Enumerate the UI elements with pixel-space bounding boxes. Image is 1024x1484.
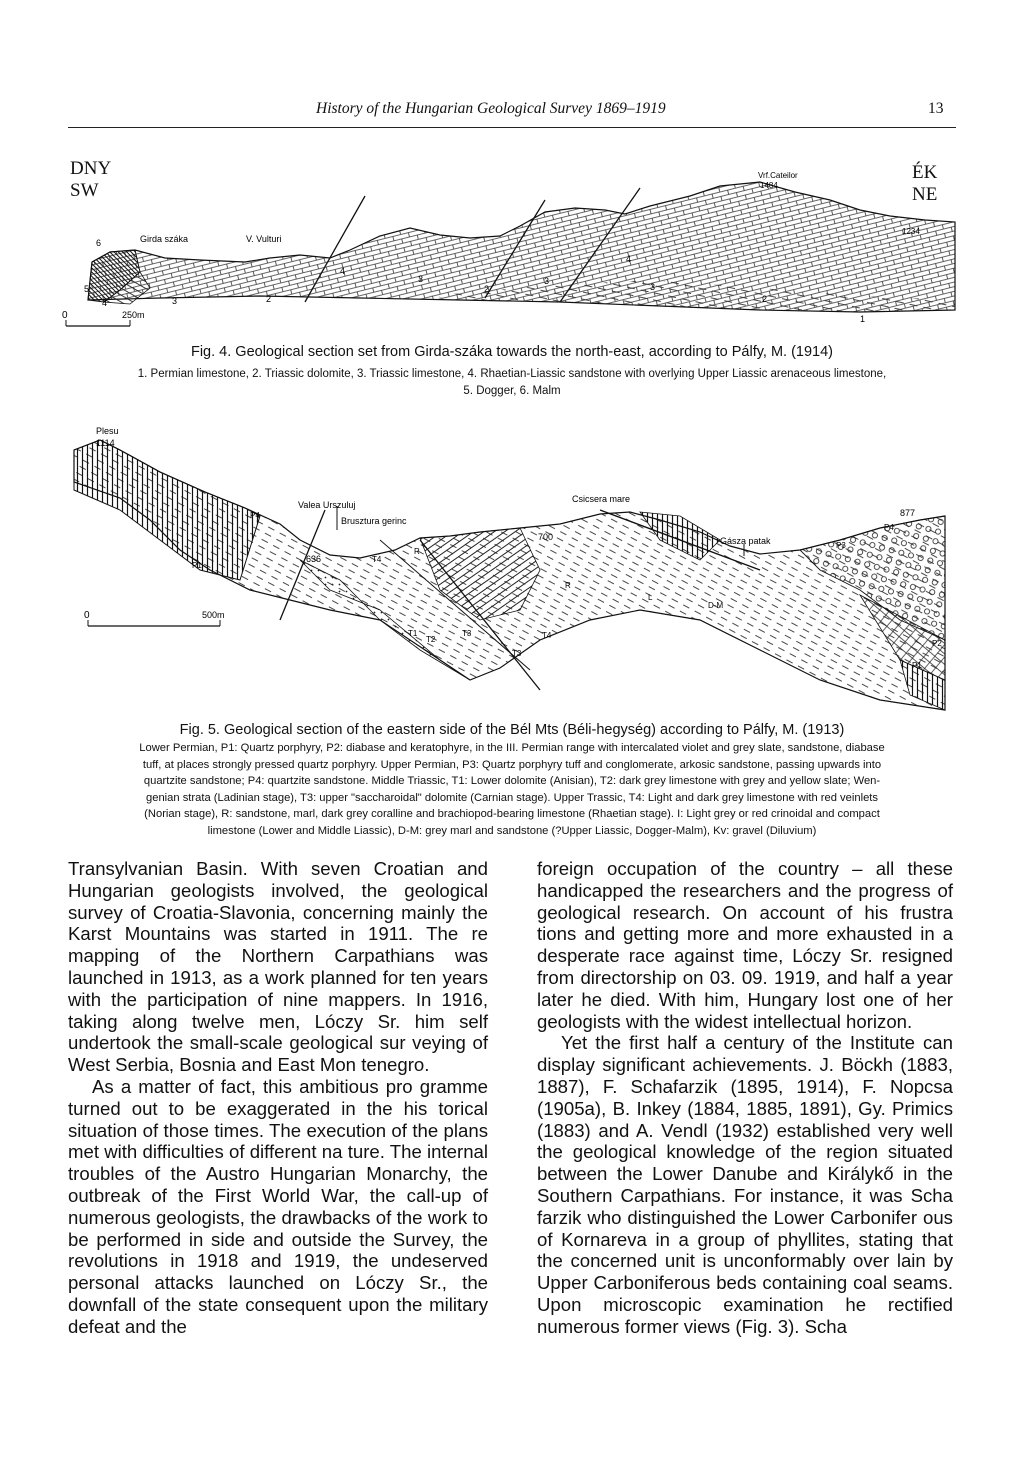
fig4-elev-vrf: 1484 bbox=[760, 181, 778, 190]
fig5-scale-dist: 500m bbox=[202, 610, 225, 620]
text-line: self undertook the small-scale geological sur bbox=[68, 1010, 489, 1054]
text-line: tions and getting more and more exhausted in a bbox=[537, 923, 953, 945]
fig4-unit-num: 3 bbox=[418, 274, 424, 284]
text-line: consequent upon the military defeat and the bbox=[68, 1293, 488, 1337]
fig4-unit-num: 2 bbox=[762, 294, 768, 304]
fig4-unit-num: 2 bbox=[266, 294, 272, 304]
fig5-unit-label: T3 bbox=[512, 649, 522, 658]
fig5-unit-label: T2 bbox=[426, 635, 436, 644]
fig4-unit-num: 5 bbox=[84, 284, 90, 294]
fig4-elev-right: 1234 bbox=[902, 227, 920, 236]
text-line: rectified numerous former views (Fig. 3). Scha bbox=[537, 1293, 953, 1337]
text-line: Transylvanian Basin. With seven Croatian and bbox=[68, 858, 488, 879]
fig5-legend bbox=[66, 740, 958, 840]
text-line: from directorship on 03. 09. 1919, and half a bbox=[537, 966, 917, 988]
fig5-elev-636: 636 bbox=[306, 554, 322, 564]
text-line: years with the participation of nine mappers. In bbox=[68, 966, 488, 1010]
fig5-label-csicsera: Csicsera mare bbox=[572, 494, 631, 504]
paragraph bbox=[68, 858, 488, 1076]
text-line: that the concerned unit is unconformably over bbox=[537, 1228, 953, 1272]
text-line: As a matter of fact, this ambitious pro bbox=[92, 1075, 413, 1097]
text-line: mapping of the Northern Carpathians was bbox=[68, 945, 488, 967]
fig5-unit-label: T1 bbox=[408, 629, 418, 638]
running-title: History of the Hungarian Geological Survey 1869–1919 bbox=[316, 100, 666, 117]
text-line: 1918 and 1919, the undeserved personal attacks bbox=[68, 1250, 488, 1294]
text-line: (1905a), B. Inkey (1884, 1885, 1891), Gy. Primics bbox=[537, 1097, 953, 1119]
fig5-legend-line: quartzite sandstone; P4: quartzite sandstone. Middle Triassic, T1: Lower dolomite (Anisian), T2: dark grey limestone with grey and yellow slate; Wen- bbox=[143, 775, 881, 788]
text-line: desperate race against time, Lóczy Sr. resigned bbox=[537, 945, 953, 967]
paragraph bbox=[537, 858, 953, 1032]
fig5-unit-label: T3 bbox=[462, 629, 472, 638]
fig5-legend-line: (Norian stage), R: sandstone, marl, dark grey coralline and brachiopod-bearing limestone (Rhaetian stage). I: Light grey or red crinoidal and compact bbox=[144, 808, 880, 821]
fig5-unit-label: P4 bbox=[250, 511, 260, 520]
fig5-unit-label: T4 bbox=[542, 631, 552, 640]
fig4-unit-num: 3 bbox=[172, 296, 178, 306]
fig4-unit-num: 1 bbox=[860, 314, 866, 324]
fig5-unit-label: D-M bbox=[708, 601, 724, 610]
text-line: veying of West Serbia, Bosnia and East Mon bbox=[68, 1032, 489, 1076]
text-line: side and outside the Survey, the revolutions in bbox=[68, 1228, 488, 1272]
text-line: horizon. bbox=[846, 1010, 913, 1032]
fig4-dir-sw: SW bbox=[70, 180, 99, 201]
fig4-unit-num: 6 bbox=[96, 238, 102, 248]
fig5-unit-label: P2 bbox=[932, 639, 942, 648]
fig5-legend-line: Lower Permian, P1: Quartz porphyry, P2: diabase and keratophyre, in the III. Permian range with intercalated violet and grey slate, sandstone, diabase bbox=[139, 742, 885, 754]
body-column-left bbox=[68, 858, 488, 1338]
fig4-dir-ne: NE bbox=[912, 184, 938, 205]
fig4-label-vulturi: V. Vulturi bbox=[246, 234, 282, 244]
text-line: the drawbacks of the work to be performed in bbox=[68, 1206, 488, 1250]
fig4-unit-num: 4 bbox=[102, 298, 108, 308]
text-line: ous of Kornareva in a group of phyllites, stating bbox=[537, 1206, 953, 1250]
fig5-section bbox=[0, 420, 1024, 720]
text-line: ture. The internal troubles of the Austro bbox=[68, 1141, 489, 1185]
paragraph bbox=[68, 1076, 488, 1338]
text-line: 1887), F. Schafarzik (1895, 1914), F. Nopcsa bbox=[537, 1075, 953, 1097]
fig5-label-valea: Valea Urszuluj bbox=[298, 500, 356, 510]
text-line: Southern Carpathians. For instance, it was Scha bbox=[537, 1184, 953, 1206]
fig5-unit-label: P4 bbox=[884, 523, 894, 532]
fig4-legend-line: 1. Permian limestone, 2. Triassic dolomite, 3. Triassic limestone, 4. Rhaetian-Liassic sandstone with overlying Upper Liassic arenaceous limestone, bbox=[137, 368, 887, 380]
fig4-dir-ek: ÉK bbox=[912, 162, 938, 183]
fig4-legend bbox=[60, 366, 964, 400]
text-line: Hungarian geologists involved, the geological bbox=[68, 879, 488, 901]
fig4-dir-dny: DNY bbox=[70, 158, 112, 179]
fig5-unit-label: T4 bbox=[372, 555, 382, 564]
text-line: year later he died. With him, Hungary lost one bbox=[537, 966, 953, 1010]
fig5-unit-label: P3 bbox=[836, 541, 846, 550]
text-line: display significant achievements. J. Böckh (1883, bbox=[537, 1054, 953, 1076]
fig4-label-girda: Girda száka bbox=[140, 234, 189, 244]
text-line: (1883) and A. Vendl (1932) established very well bbox=[537, 1119, 953, 1141]
text-line: handicapped the researchers and the progress of bbox=[537, 879, 953, 901]
fig4-scale-dist: 250m bbox=[122, 310, 145, 320]
text-line: Yet the first half a century of the Institute can bbox=[561, 1032, 953, 1054]
text-line: launched in 1913, as a work planned for ten bbox=[68, 966, 443, 988]
text-line: 1916, taking along twelve men, Lóczy Sr. him bbox=[68, 988, 488, 1032]
text-line: lain by Upper Carboniferous beds containing bbox=[537, 1250, 954, 1294]
fig5-unit-label: L bbox=[648, 593, 653, 602]
fig5-legend-line: limestone (Lower and Middle Liassic), D-M: grey marl and sandstone (?Upper Liassic, Dogger-Malm), Kv: gravel (Diluvium) bbox=[207, 824, 817, 837]
fig5-unit-label: R bbox=[565, 581, 571, 590]
fig4-unit-num: 4 bbox=[626, 254, 632, 264]
text-line: launched on Lóczy Sr., the downfall of the state bbox=[68, 1272, 489, 1315]
fig5-label-plesu: Plesu bbox=[96, 426, 119, 436]
text-line: geological research. On account of his frustra bbox=[537, 901, 953, 923]
fig4-unit-num: 4 bbox=[340, 266, 346, 276]
paragraph bbox=[537, 1032, 953, 1337]
fig5-legend-line: tuff, at places strongly pressed quartz porphyry. Upper Permian, P3: Quartz porphyry tuff and conglomerate, arkosic sandstone, passing upwards into bbox=[142, 758, 882, 771]
text-line: coal seams. Upon microscopic examination he bbox=[537, 1272, 953, 1315]
text-line: between the Lower Danube and Királykő in the bbox=[537, 1163, 953, 1185]
fig5-caption: Fig. 5. Geological section of the eastern side of the Bél Mts (Béli-hegység) according to Pálfy, M. (1913) bbox=[179, 722, 845, 738]
fig5-quartz-porphyry bbox=[74, 440, 260, 580]
text-line: tenegro. bbox=[361, 1054, 430, 1076]
fig4-caption: Fig. 4. Geological section set from Girda-száka towards the north-east, according to Pálfy, M. (1914) bbox=[190, 344, 834, 360]
text-line: Hungarian Monarchy, the outbreak of the First bbox=[68, 1163, 488, 1206]
fig5-unit-label: R bbox=[414, 547, 420, 556]
fig4-legend-line: 5. Dogger, 6. Malm bbox=[463, 385, 561, 397]
text-line: the Karst Mountains was started in 1911. The re bbox=[68, 901, 488, 945]
fig4-label-vrf: Vrf.Cateilor bbox=[758, 171, 798, 180]
text-line: torical situation of those times. The execution of bbox=[68, 1097, 488, 1141]
text-line: gramme turned out to be exaggerated in the his bbox=[68, 1075, 488, 1119]
fig5-elev-700: 700 bbox=[538, 532, 554, 542]
fig5-elev-877: 877 bbox=[900, 508, 916, 518]
text-line: World War, the call-up of numerous geologists, bbox=[68, 1184, 488, 1228]
fig5-scale-zero: 0 bbox=[84, 610, 90, 621]
fig5-label-gasza: Gásza patak bbox=[720, 536, 771, 546]
fig5-unit-label: P1 bbox=[912, 661, 922, 670]
text-line: the plans met with difficulties of different na bbox=[68, 1119, 488, 1163]
fig4-section bbox=[0, 0, 1024, 340]
fig4-unit-num: 3 bbox=[650, 282, 656, 292]
fig4-unit-num: 2 bbox=[484, 284, 490, 294]
fig4-unit-num: 3 bbox=[544, 276, 550, 286]
text-line: survey of Croatia-Slavonia, concerning mainly bbox=[68, 901, 463, 923]
fig5-unit-label: P1 bbox=[192, 561, 202, 570]
body-column-right bbox=[537, 858, 953, 1338]
page-number: 13 bbox=[928, 100, 944, 117]
text-line: of her geologists with the widest intellectual bbox=[537, 988, 953, 1032]
text-line: farzik who distinguished the Lower Carbonifer bbox=[537, 1206, 918, 1228]
text-line: the geological knowledge of the region situated bbox=[537, 1141, 953, 1163]
fig4-scale-zero: 0 bbox=[62, 310, 68, 321]
fig5-label-brusztura: Brusztura gerinc bbox=[341, 516, 407, 526]
fig5-label-plesu-elev: 1114 bbox=[96, 438, 115, 448]
fig5-legend-line: genian strata (Ladinian stage), T3: upper "saccharoidal" dolomite (Carnian stage). Upper Trassic, T4: Light and dark grey limestone with red veinlets bbox=[146, 791, 878, 804]
text-line: foreign occupation of the country – all these bbox=[537, 858, 953, 879]
